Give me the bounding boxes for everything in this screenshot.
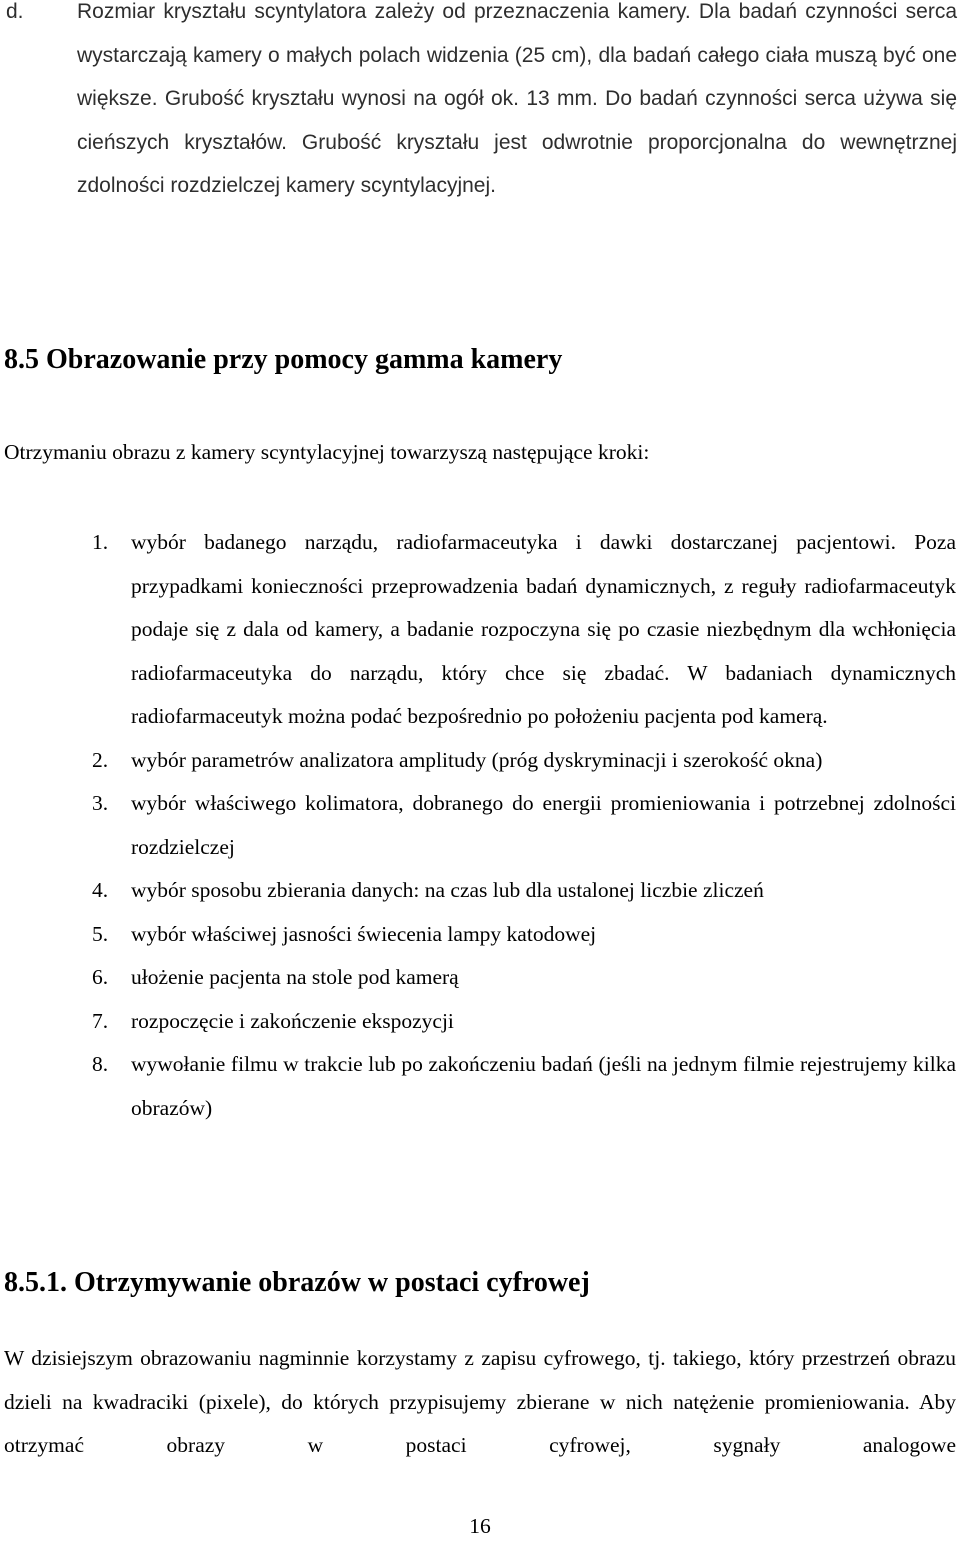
list-item-number: 3. [92,791,109,815]
list-item-text: rozpoczęcie i zakończenie ekspozycji [131,1008,454,1033]
list-item-text: wywołanie filmu w trakcie lub po zakończeniu badań (jeśli na jednym filmie rejestrujemy kilka obrazów) [131,1052,956,1120]
list-item [0,869,960,913]
list-item [0,521,960,739]
list-item [0,1043,960,1130]
section-intro: Otrzymaniu obrazu z kamery scyntylacyjnej towarzyszą następujące kroki: [4,440,650,464]
list-item-number: 5. [92,921,109,946]
list-item-text: wybór właściwej jasności świecenia lampy katodowej [131,921,597,946]
list-item [0,1000,960,1044]
list-item-number: 1. [92,530,109,554]
list-item-text: wybór badanego narządu, radiofarmaceutyka i dawki dostarczanej pacjentowi. Poza przypadkami konieczności przeprowadzenia badań dynamicznych, z reguły radiofarmaceutyk podaje się z dala od kamery, a badanie rozpoczyna się po czasie niezbędnym dla wchłonięcia radiofarmaceutyka do narządu, który chce się zbadać. W badaniach dynamicznych radiofarmaceutyk można podać bezpośrednio po położeniu pacjenta pod kamerą. [131,530,956,728]
list-item-text: ułożenie pacjenta na stole pod kamerą [131,965,459,989]
list-item-text: wybór parametrów analizatora amplitudy (próg dyskryminacji i szerokość okna) [131,747,823,772]
list-item [0,739,960,783]
list-item [0,913,960,957]
list-item-d-text: Rozmiar kryształu scyntylatora zależy od przeznaczenia kamery. Dla badań czynności serca wystarczają kamery o małych polach widzenia (25 cm), dla badań całego ciała muszą być one większe. Grubość kryształu wynosi na ogół ok. 13 mm. Do badań czynności serca używa się cieńszych kryształów. Grubość kryształu jest odwrotnie proporcjonalna do wewnętrznej zdolności rozdzielczej kamery scyntylacyjnej. [77,0,957,197]
list-item-number: 8. [92,1052,109,1076]
section-heading: 8.5 Obrazowanie przy pomocy gamma kamery [4,344,563,375]
subsection-heading: 8.5.1. Otrzymywanie obrazów w postaci cyfrowej [4,1267,590,1298]
steps-list [0,521,960,1130]
list-item-number: 4. [92,878,109,902]
list-item-text: wybór sposobu zbierania danych: na czas lub dla ustalonej liczbie zliczeń [131,878,764,902]
subsection-paragraph: W dzisiejszym obrazowaniu nagminnie korzystamy z zapisu cyfrowego, tj. takiego, który przestrzeń obrazu dzieli na kwadraciki (pixele), do których przypisujemy zbierane w nich natężenie promieniowania. Aby otrzymać obrazy w postaci cyfrowej, sygnały analogowe [4,1346,956,1457]
list-marker-d: d. [6,0,24,23]
list-item-number: 6. [92,965,109,989]
page-number: 16 [469,1514,491,1538]
list-item [0,782,960,869]
list-item-text: wybór właściwego kolimatora, dobranego do energii promieniowania i potrzebnej zdolności rozdzielczej [131,791,956,859]
list-item-number: 7. [92,1008,109,1033]
list-item [0,956,960,1000]
list-item-number: 2. [92,747,109,772]
